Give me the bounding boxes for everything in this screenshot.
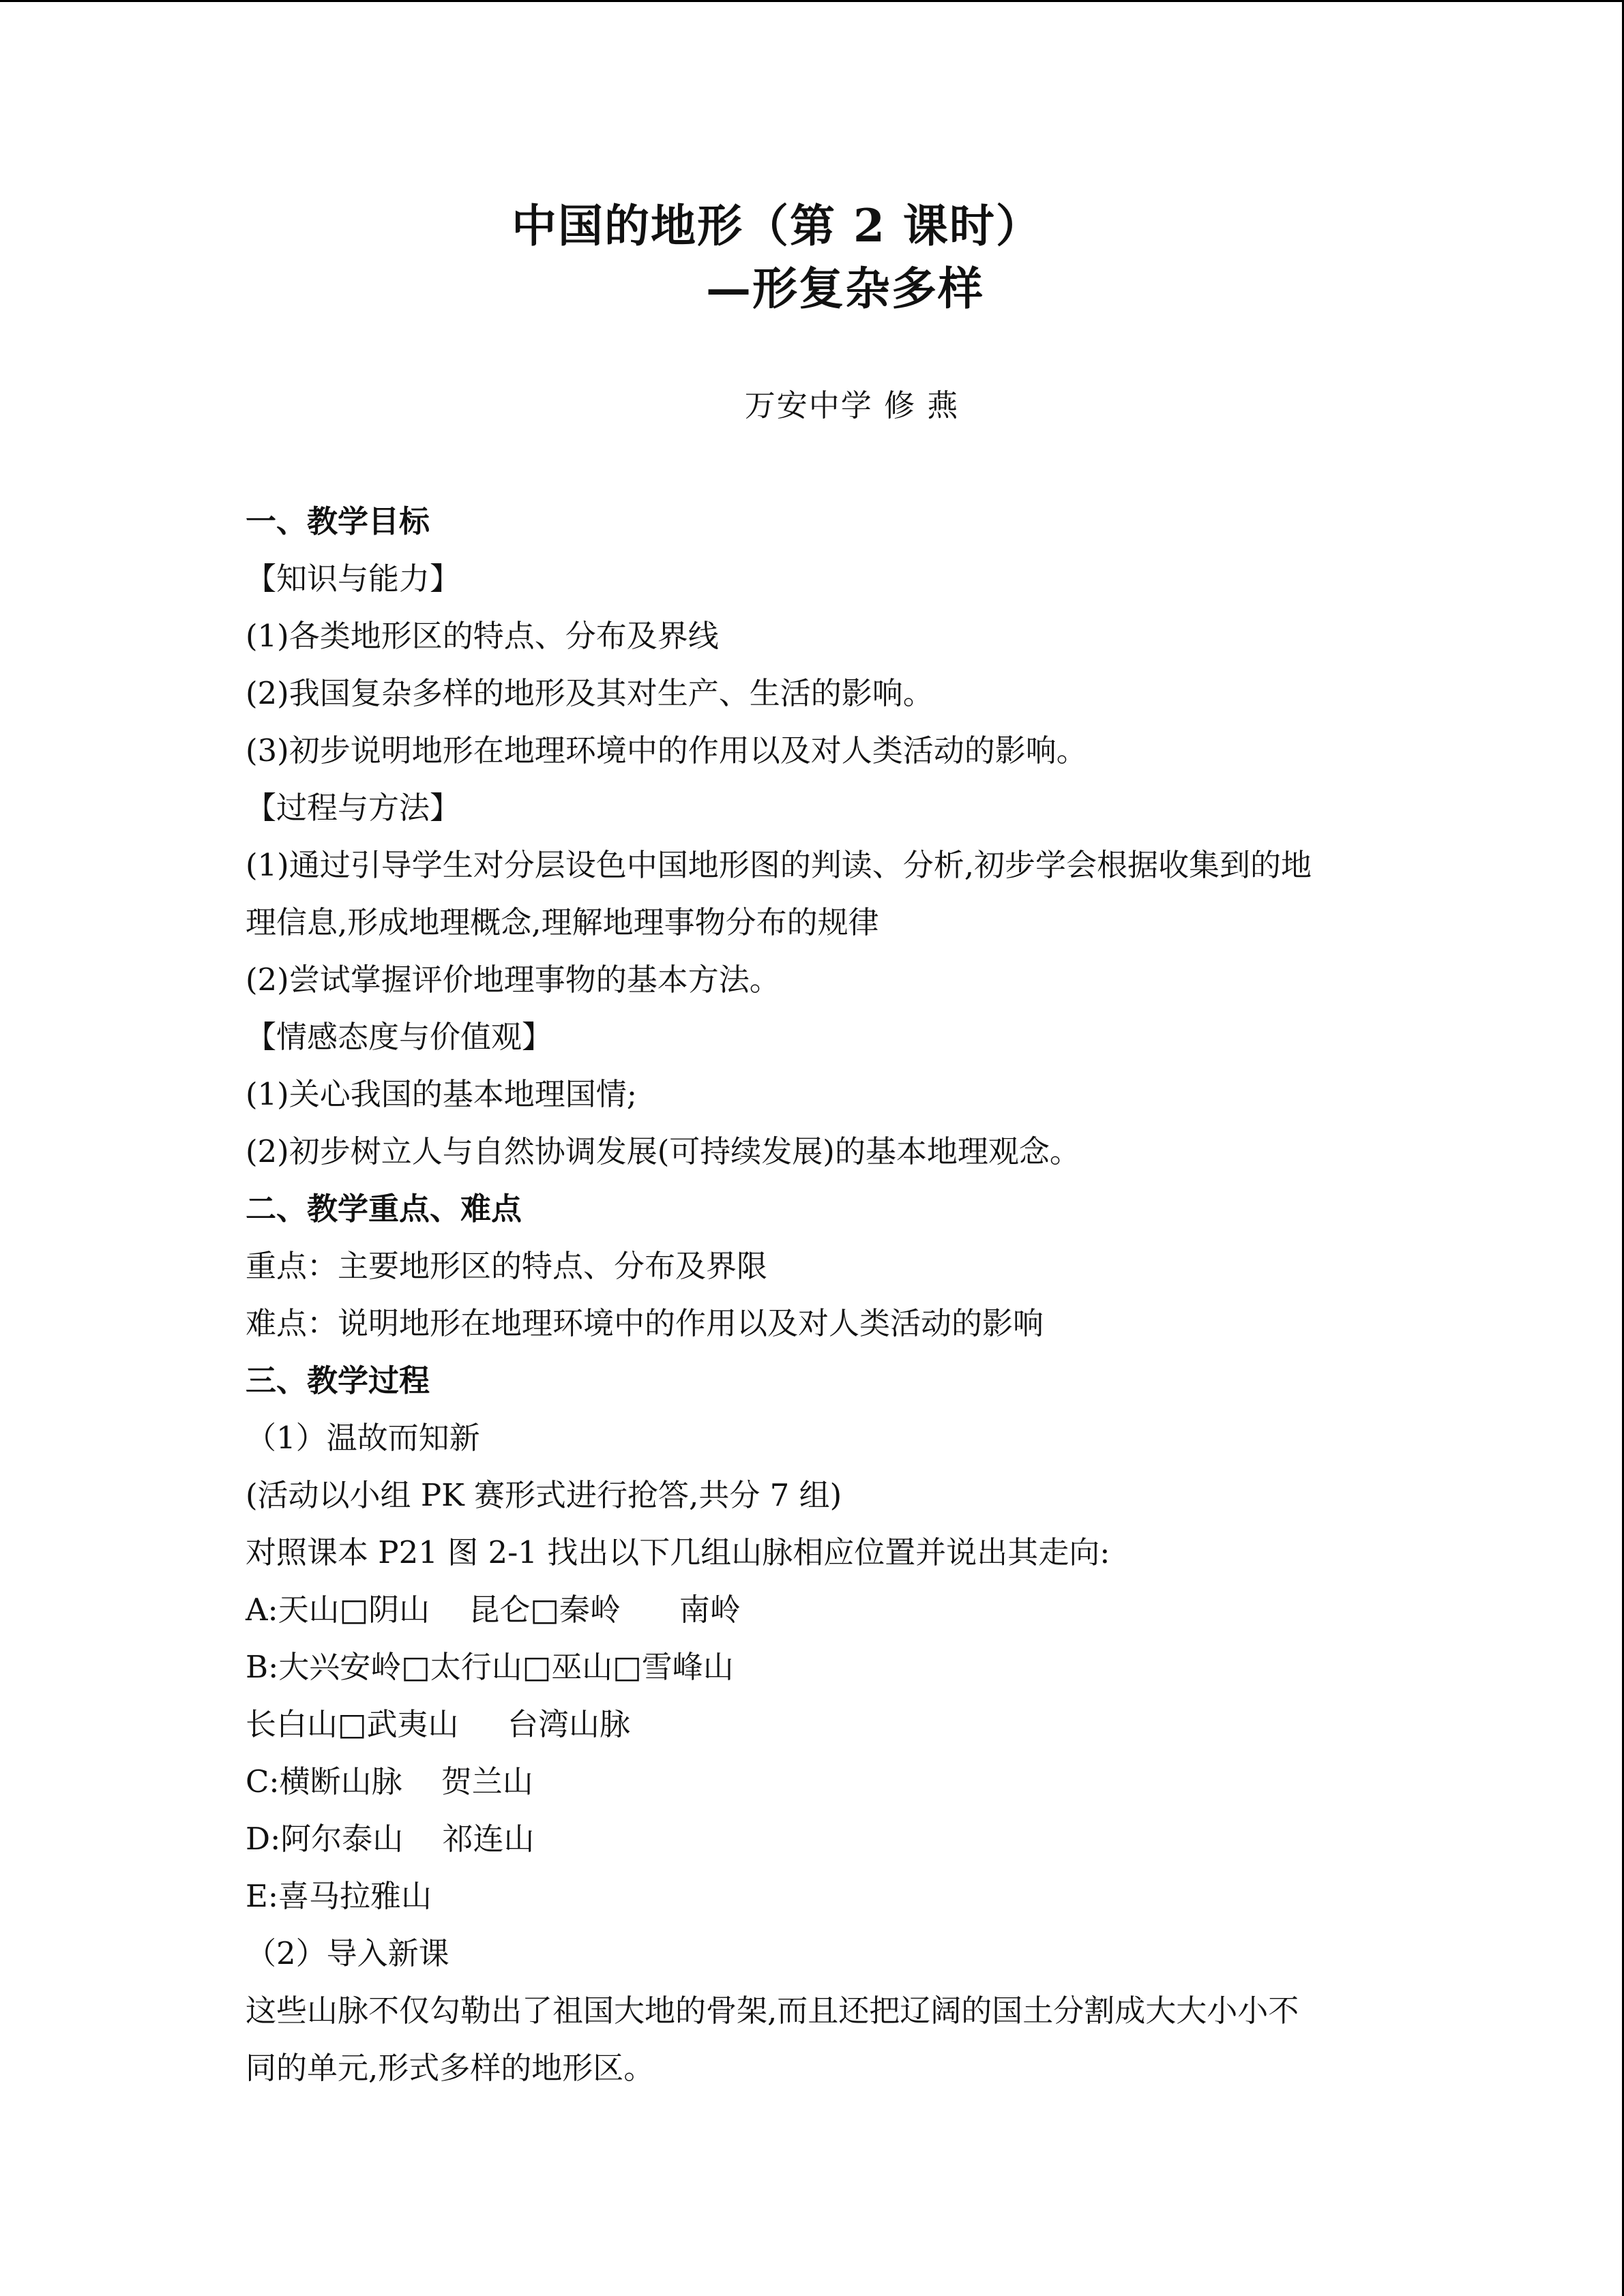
paragraph: (1)通过引导学生对分层设色中国地形图的判读、分析,初步学会根据收集到的地: [246, 847, 1312, 883]
step-heading: （1）温故而知新: [246, 1420, 480, 1456]
paragraph: 理信息,形成地理概念,理解地理事物分布的规律: [246, 904, 879, 940]
document-title: [0, 194, 1622, 320]
paragraph: 重点：主要地形区的特点、分布及界限: [246, 1248, 768, 1284]
paragraph: 难点：说明地形在地理环境中的作用以及对人类活动的影响: [246, 1305, 1044, 1341]
paragraph: 对照课本 P21 图 2-1 找出以下几组山脉相应位置并说出其走向:: [246, 1534, 1110, 1570]
list-item: C:横断山脉 贺兰山: [246, 1763, 533, 1800]
paragraph: (1)关心我国的基本地理国情;: [246, 1076, 637, 1112]
list-item: E:喜马拉雅山: [246, 1878, 432, 1914]
document-body: [246, 493, 1378, 2097]
subheading-process: 【过程与方法】: [246, 790, 461, 826]
list-item: B:大兴安岭□太行山□巫山□雪峰山: [246, 1649, 734, 1685]
paragraph: (3)初步说明地形在地理环境中的作用以及对人类活动的影响。: [246, 732, 1087, 769]
subheading-emotion: 【情感态度与价值观】: [246, 1019, 553, 1055]
paragraph: (活动以小组 PK 赛形式进行抢答,共分 7 组): [246, 1477, 842, 1513]
author-line: 万安中学 修 燕: [744, 387, 960, 423]
paragraph: 同的单元,形式多样的地形区。: [246, 2050, 655, 2086]
paragraph: (1)各类地形区的特点、分布及界线: [246, 618, 719, 654]
list-item: A:天山□阴山 昆仑□秦岭 南岭: [246, 1592, 741, 1628]
title-line-1: 中国的地形（第 2 课时）: [512, 199, 1042, 252]
section-heading-key-points: 二、教学重点、难点: [246, 1191, 522, 1227]
section-heading-process: 三、教学过程: [246, 1362, 430, 1399]
paragraph: (2)初步树立人与自然协调发展(可持续发展)的基本地理观念。: [246, 1133, 1080, 1169]
section-heading-goals: 一、教学目标: [246, 503, 430, 539]
step-heading: （2）导入新课: [246, 1935, 449, 1971]
list-item: 长白山□武夷山 台湾山脉: [246, 1706, 631, 1742]
paragraph: (2)尝试掌握评价地理事物的基本方法。: [246, 961, 780, 998]
list-item: D:阿尔泰山 祁连山: [246, 1821, 535, 1857]
title-line-2: —形复杂多样: [706, 262, 984, 316]
paragraph: 这些山脉不仅勾勒出了祖国大地的骨架,而且还把辽阔的国土分割成大大小小不: [246, 1993, 1299, 2029]
paragraph: (2)我国复杂多样的地形及其对生产、生活的影响。: [246, 675, 934, 711]
subheading-knowledge: 【知识与能力】: [246, 561, 461, 597]
